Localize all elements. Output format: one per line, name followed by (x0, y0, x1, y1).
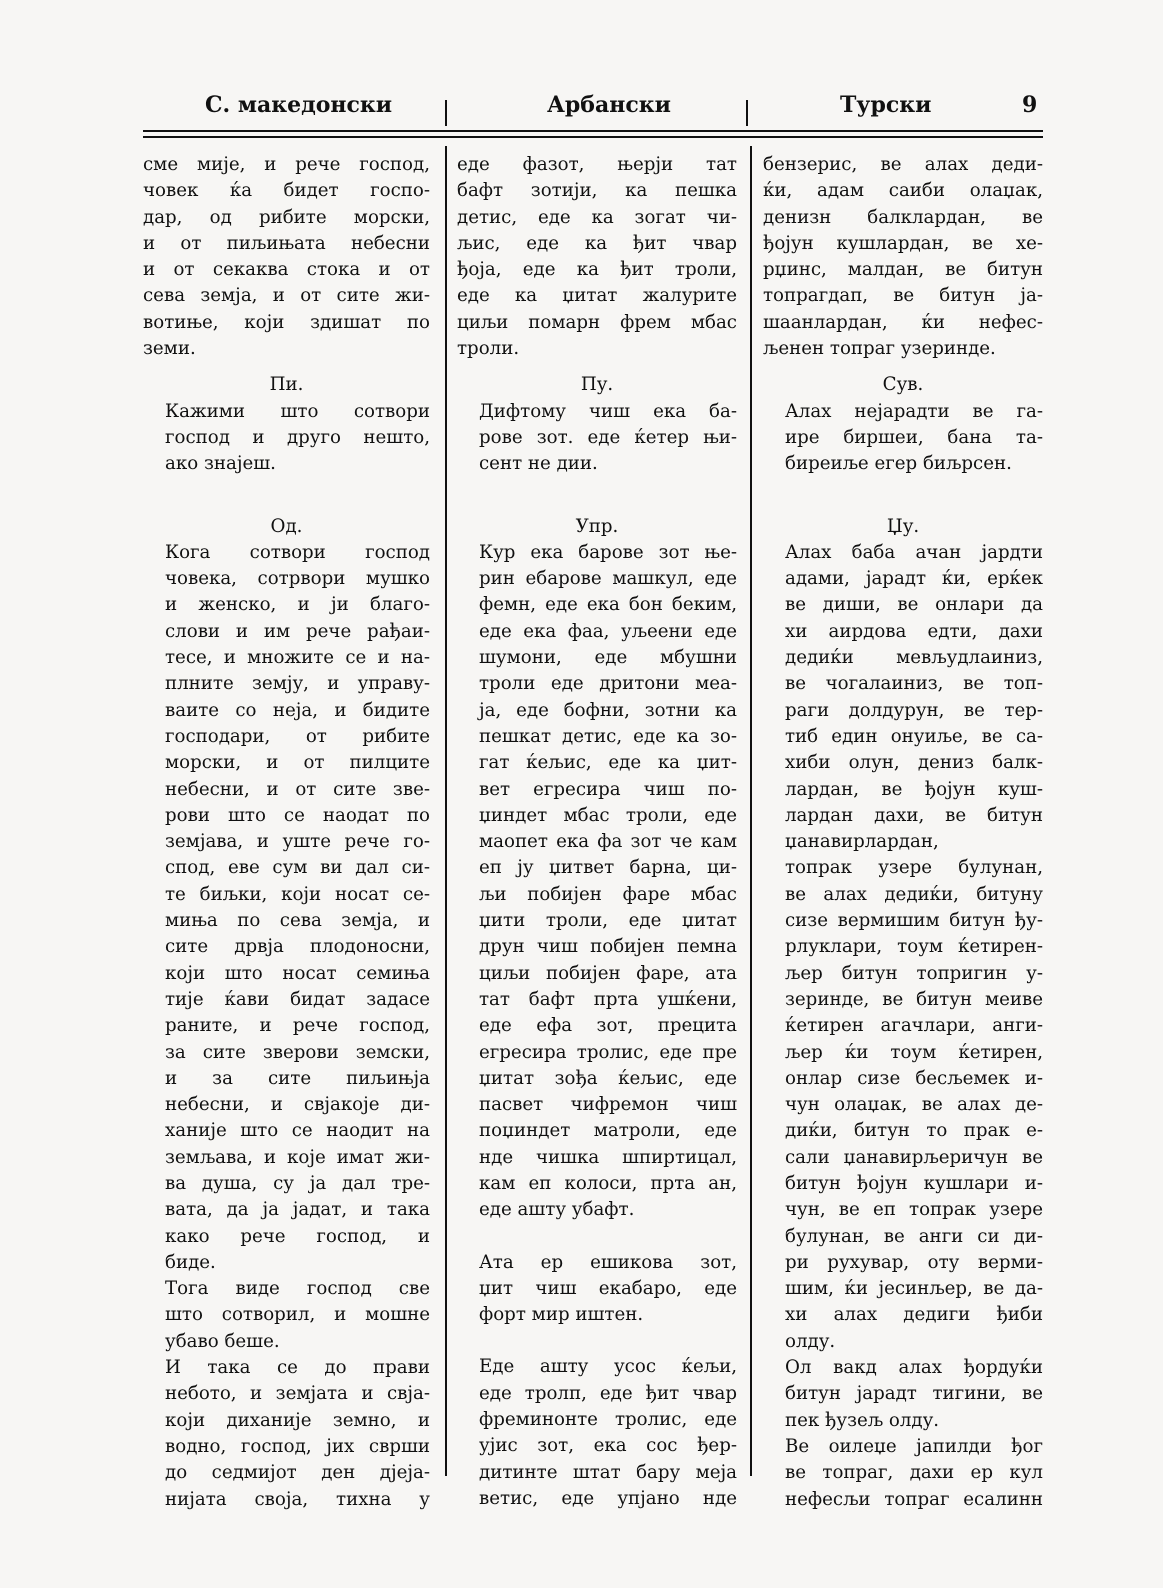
text-line: ако знајеш. (165, 453, 276, 475)
column-albanian (457, 152, 737, 1512)
paragraph (763, 399, 1043, 478)
text-line: фреминонте тролис, еде (479, 1409, 737, 1431)
header-col2-title: Арбански (547, 92, 671, 118)
text-line: тат бафт прта ушќени, (479, 988, 737, 1010)
spacer (143, 478, 430, 504)
column-macedonian (143, 152, 430, 1513)
text-line: бензерис, ве алах деди- (763, 154, 1043, 175)
text-line: ве алах дедиќи, битуну (785, 883, 1043, 905)
text-line: ве топраг, дахи ер кул (785, 1462, 1043, 1484)
text-line: Кога сотвори господ (165, 541, 430, 563)
text-line: чун, ве еп топрак узере (785, 1199, 1043, 1221)
text-line: ве чогалаиниз, ве топ- (785, 673, 1043, 695)
header-col3-title: Турски (840, 92, 932, 118)
dialogue-speaker-heading: Џу. (886, 515, 920, 537)
header-divider-2 (746, 100, 748, 126)
text-line: егресира тролис, еде пре (479, 1041, 737, 1063)
text-line: поџиндет матроли, еде (479, 1120, 737, 1142)
text-line: Еде ашту усос ќељи, (479, 1356, 737, 1378)
text-line: нде чишка шпиртицал, (479, 1146, 737, 1168)
text-line: сме мије, и рече господ, (143, 154, 430, 175)
text-line: љи побијен фаре мбас (479, 883, 737, 905)
text-line: форт мир иштен. (479, 1304, 644, 1326)
text-line: господ и друго нешто, (165, 426, 430, 448)
text-line: који диханије земно, и (165, 1409, 430, 1431)
text-line: сент не дии. (479, 453, 598, 475)
text-line: љенен топраг узеринде. (763, 338, 996, 360)
text-line: дитинте штат бару меја (479, 1461, 737, 1483)
text-line: љер битун топригин у- (785, 962, 1043, 984)
text-line: вата, да ја јадат, и така (165, 1199, 430, 1221)
text-line: и от пиљињата небесни (143, 232, 430, 254)
text-line: ђоја, еде ка ђит троли, (457, 259, 737, 281)
text-line: Алах баба ачан јардти (785, 541, 1043, 563)
text-line: тесе, и множите се и на- (165, 647, 430, 669)
dialogue-speaker-heading: Пи. (269, 374, 304, 396)
text-line: олду. (785, 1330, 836, 1352)
text-line: сите дрвја плодоносни, (165, 936, 430, 958)
text-line: еде ефа зот, прецита (479, 1015, 737, 1037)
page-number: 9 (1022, 92, 1038, 118)
text-line: ва душа, су ја дал тре- (165, 1172, 430, 1194)
text-line: троли еде дритони меа- (479, 673, 737, 695)
text-line: и женско, и ји благо- (165, 594, 430, 616)
text-line: ујис зот, ека сос ђер- (479, 1435, 737, 1457)
text-line: хи алах дедиги ђиби (785, 1304, 1043, 1326)
text-line: љер ќи тоум ќетирен, (785, 1041, 1043, 1063)
text-line: чун олаџак, ве алах де- (785, 1094, 1043, 1116)
text-line: џитат зођа ќељис, еде (479, 1067, 737, 1089)
text-line: детис, еде ка зогат чи- (457, 206, 737, 228)
text-line: раните, и рече господ, (165, 1015, 430, 1037)
text-line: онлар сизе бесљемек и- (785, 1067, 1043, 1089)
text-line: лардан дахи, ве битун (785, 804, 1043, 826)
text-line: И така се до прави (165, 1357, 430, 1379)
text-line: ханије што се наодит на (165, 1120, 430, 1142)
text-line: вет егресира чиш по- (479, 778, 737, 800)
text-line: рин ебарове машкул, еде (479, 568, 737, 590)
paragraph (143, 540, 430, 1276)
text-line: еде фазот, њерји тат (457, 154, 737, 175)
text-line: џанавирлардан, (785, 831, 939, 853)
text-line: еде тролп, еде ђит чвар (479, 1382, 737, 1404)
text-line: што сотворил, и мошне (165, 1304, 430, 1326)
text-line: Дифтому чиш ека ба- (479, 400, 737, 422)
text-line: човек ќа бидет госпо- (143, 180, 430, 202)
text-line: кам еп колоси, прта ан, (479, 1172, 737, 1194)
text-line: топрагдап, ве битун ја- (763, 285, 1043, 307)
text-line: ваите со неја, и бидите (165, 699, 430, 721)
text-line: циљи помарн фрем мбас (457, 311, 737, 333)
text-line: вотиње, који здишат по (143, 311, 430, 333)
text-line: до седмијот ден дјеја- (165, 1462, 430, 1484)
text-line: убаво беше. (165, 1330, 280, 1352)
text-line: човека, сотрвори мушко (165, 568, 430, 590)
text-line: и от секаква стока и от (143, 259, 430, 281)
text-line: диќи, битун то прак е- (785, 1120, 1043, 1142)
text-line: мињa по сева земја, и (165, 910, 430, 932)
header-divider-1 (445, 100, 447, 126)
text-line: љис, еде ка ђит чвар (457, 232, 737, 254)
text-line: Ата ер ешикова зот, (479, 1251, 737, 1273)
text-line: рове зот. еде ќетер њи- (479, 426, 737, 448)
text-line: рџинс, малдан, ве битун (763, 259, 1043, 281)
paragraph (763, 540, 1043, 1355)
text-line: Тога виде господ све (165, 1278, 430, 1300)
paragraph (457, 1250, 737, 1329)
text-line: те биљки, који носат се- (165, 883, 430, 905)
text-line: ветис, еде упјано нде (479, 1487, 737, 1509)
text-line: Кажими што сотвори (165, 400, 430, 422)
text-line: булунан, ве анги си ди- (785, 1225, 1043, 1247)
text-line: ќетирен агачлари, анги- (785, 1015, 1043, 1037)
text-line: дар, од рибите морски, (143, 206, 430, 228)
text-line: шумони, еде мбушни (479, 647, 737, 669)
paragraph (763, 152, 1043, 362)
text-line: шим, ќи јесинљер, ве да- (785, 1278, 1043, 1300)
text-line: спод, еве сум ви дал си- (165, 857, 430, 879)
text-line: еде ека фаа, уљеени еде (479, 620, 737, 642)
text-line: ќи, адам саиби олаџак, (763, 180, 1043, 202)
text-line: нијата своја, тихна у (165, 1488, 430, 1510)
text-line: за сите зверови земски, (165, 1041, 430, 1063)
text-line: хи аирдова едти, дахи (785, 620, 1043, 642)
paragraph (457, 152, 737, 362)
text-line: ри рухувар, оту верми- (785, 1251, 1043, 1273)
text-line: гат ќељис, еде ка џит- (479, 752, 737, 774)
dialogue-speaker-heading: Од. (270, 515, 303, 537)
text-line: битун ђојун кушлари и- (785, 1172, 1043, 1194)
paragraph (457, 399, 737, 478)
text-line: водно, господ, јих сврши (165, 1435, 430, 1457)
text-line: рови што се наодат по (165, 804, 430, 826)
column-divider-1 (445, 146, 447, 1476)
text-line: битун јарадт тигини, ве (785, 1383, 1043, 1405)
paragraph (763, 1355, 1043, 1434)
text-line: плните земју, и управу- (165, 673, 430, 695)
dialogue-speaker-heading: Сув. (882, 374, 924, 396)
text-line: маопет ека фа зот че кам (479, 831, 737, 853)
text-line: топрак узере булунан, (785, 857, 1043, 879)
paragraph (457, 540, 737, 1224)
text-line: раги долдурун, ве тер- (785, 699, 1043, 721)
text-line: сали џанавирљеричун ве (785, 1146, 1043, 1168)
paragraph (457, 1354, 737, 1512)
text-line: џиндет мбас троли, еде (479, 804, 737, 826)
text-line: тиб един онуиље, ве са- (785, 725, 1043, 747)
text-line: земи. (143, 338, 196, 360)
text-line: денизн балклардан, ве (763, 206, 1043, 228)
spacer (457, 478, 737, 504)
text-line: земљава, и које имат жи- (165, 1146, 430, 1168)
text-line: еде ка џитат жалурите (457, 285, 737, 307)
text-line: морски, и от пилците (165, 752, 430, 774)
paragraph (763, 1434, 1043, 1513)
text-line: слови и им рече рађаи- (165, 620, 430, 642)
dialogue-speaker-heading: Пу. (580, 374, 614, 396)
text-line: који што носат семиња (165, 962, 430, 984)
text-line: биде. (165, 1251, 216, 1273)
text-line: пасвет чифремон чиш (479, 1094, 737, 1116)
text-line: сева земја, и от сите жи- (143, 285, 430, 307)
spacer (457, 1224, 737, 1250)
text-line: нефесљи топраг есалинн (785, 1488, 1043, 1510)
text-line: и за сите пиљињја (165, 1067, 430, 1089)
text-line: ве диши, ве онлари да (785, 594, 1043, 616)
text-line: небесни, и свјакоје ди- (165, 1094, 430, 1116)
text-line: еп ју џитвет барна, ци- (479, 857, 737, 879)
paragraph (143, 399, 430, 478)
text-line: троли. (457, 338, 520, 360)
text-line: ире биршеи, бана та- (785, 426, 1043, 448)
text-line: како рече господ, и (165, 1225, 430, 1247)
paragraph (143, 1276, 430, 1355)
text-line: зеринде, ве битун меиве (785, 988, 1043, 1010)
text-line: Ол вакд алах ђордуќи (785, 1357, 1043, 1379)
text-line: шаанлардан, ќи нефес- (763, 311, 1043, 333)
text-line: биреиље егер биљрсен. (785, 453, 1012, 475)
header-rule-bottom (143, 136, 1043, 138)
paragraph (143, 152, 430, 362)
text-line: небесни, и от сите зве- (165, 778, 430, 800)
column-divider-2 (750, 146, 752, 1476)
text-line: Ве оилеџе јапилди ђог (785, 1435, 1043, 1457)
text-line: фемн, еде ека бон беким, (479, 594, 737, 616)
text-line: Кур ека барове зот ње- (479, 541, 737, 563)
header-col1-title: С. македонски (205, 92, 393, 118)
spacer (763, 478, 1043, 504)
text-line: Алах нејарадти ве га- (785, 400, 1043, 422)
column-turkish (763, 152, 1043, 1513)
text-line: ђојун кушлардан, ве хе- (763, 232, 1043, 254)
text-line: циљи побијен фаре, ата (479, 962, 737, 984)
running-header (0, 92, 1163, 132)
text-line: хиби олун, дениз балк- (785, 752, 1043, 774)
text-line: друн чиш побијен пемна (479, 936, 737, 958)
paragraph (143, 1355, 430, 1513)
text-line: рлуклари, тоум ќетирен- (785, 936, 1043, 958)
text-line: земјава, и уште рече го- (165, 831, 430, 853)
text-line: лардан, ве ђојун куш- (785, 778, 1043, 800)
text-line: небото, и земјата и свја- (165, 1383, 430, 1405)
text-line: џити троли, еде џитат (479, 910, 737, 932)
text-line: сизе вермишим битун ђу- (785, 910, 1043, 932)
text-line: пешкат детис, еде ка зо- (479, 725, 737, 747)
text-line: еде ашту убафт. (479, 1199, 635, 1221)
text-line: господари, от рибите (165, 725, 430, 747)
dialogue-speaker-heading: Упр. (575, 515, 619, 537)
text-line: пек ђузељ олду. (785, 1409, 940, 1431)
text-line: бафт зотији, ка пешка (457, 180, 737, 202)
text-line: дедиќи мевљудлаиниз, (785, 647, 1043, 669)
spacer (457, 1328, 737, 1354)
text-line: џит чиш екабаро, еде (479, 1277, 737, 1299)
text-line: тије ќави бидат задасе (165, 988, 430, 1010)
text-line: адами, јарадт ќи, ерќек (785, 568, 1043, 590)
text-line: ја, еде бофни, зотни ка (479, 699, 737, 721)
header-rule-top (143, 130, 1043, 132)
